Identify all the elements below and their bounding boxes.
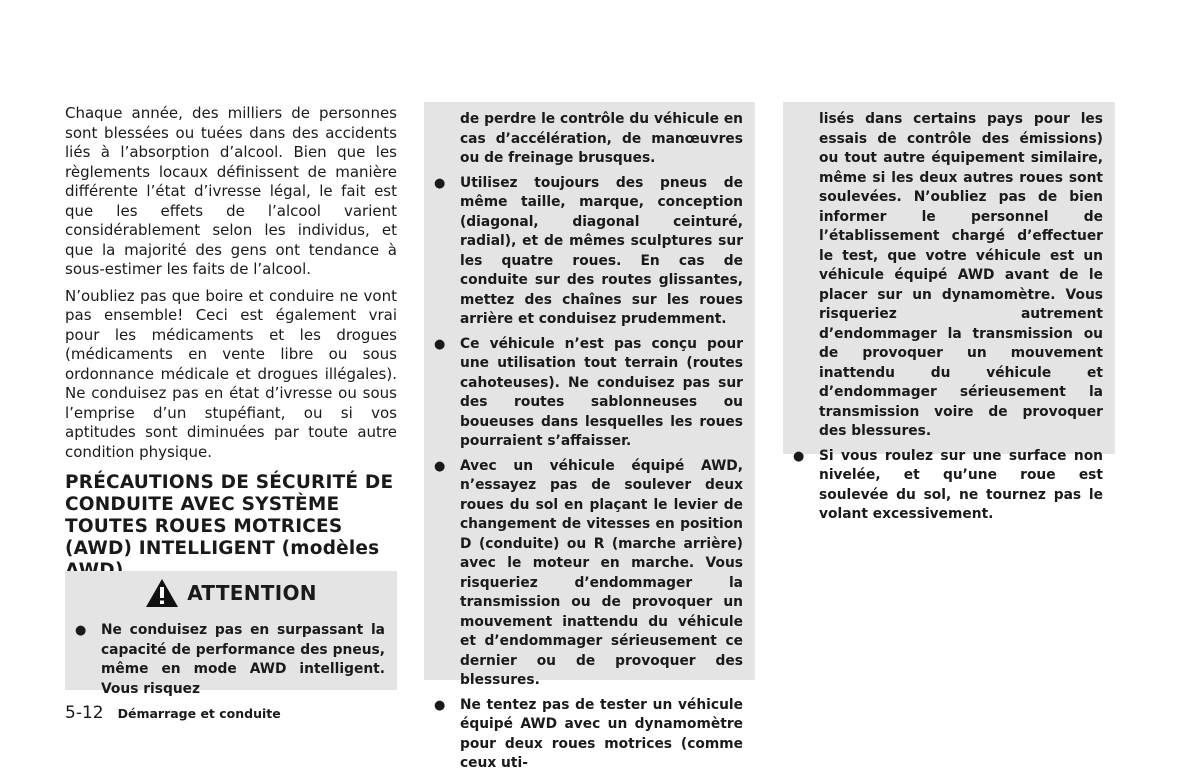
list-item: ● Avec un véhicule équipé AWD, n’essayez pas de soulever deux roues du sol en plaçant le levier de changement de vitesses en position D (conduite) ou R (marche arrière) avec le moteur en marche. Vous risqueriez d’endommager la transmission ou de provoquer un mouvement inattendu du véhicule et d’endommager sérieusement ce dernier ou de provoquer des blessures. [434,457,743,688]
bullet-icon: ● [434,458,446,474]
bullet-icon: ● [75,623,87,638]
attention-box [65,571,397,697]
continued-text: de perdre le contrôle du véhicule en cas d’accélération, de manœuvres ou de freinage brusques. [460,111,743,166]
page-footer [65,703,281,723]
list-item: ● Si vous roulez sur une surface non nivelée, et qu’une roue est soulevée du sol, ne tournez pas le volant excessivement. [793,447,1103,522]
warning-triangle-icon [145,578,179,608]
page-number: 5-12 [65,703,104,723]
list-item: ● Utilisez toujours des pneus de même taille, marque, conception (diagonal, diagonal ceinturé, radial), et de mêmes sculptures sur les quatre roues. En cas de conduite sur des routes glissantes, mettez des chaînes sur les roues arrière et conduisez prudemment. [434,174,743,327]
right-column [783,102,1115,522]
bullet-icon: ● [434,697,446,713]
list-item: ● Ne conduisez pas en surpassant la capacité de performance des pneus, même en mode AWD intelligent. Vous risquez [75,622,385,697]
footer-section-title: Démarrage et conduite [117,706,281,721]
attention-title: ATTENTION [187,581,317,605]
list-item: ● Ce véhicule n’est pas conçu pour une utilisation tout terrain (routes cahoteuses). Ne conduisez pas sur des routes sablonneuses ou boueuses dans lesquelles les roues pourraient s’affaisser. [434,335,743,449]
intro-paragraph: Chaque année, des milliers de personnes sont blessées ou tuées dans des accidents liés à l’absorption d’alcool. Bien que les règlements locaux définissent de manière différente l’état d’ivresse légal, le fait est que les effets de l’alcool varient considérablement selon les individus, et que la majorité des gens ont tendance à sous-estimer les faits de l’alcool. [65,104,397,278]
list-item: ● Ne tentez pas de tester un véhicule équipé AWD avec un dynamomètre pour deux roues motrices (comme ceux uti- [434,696,743,771]
bullet-icon: ● [434,336,446,352]
bullet-icon: ● [793,448,805,464]
left-column [65,104,397,594]
continued-text: lisés dans certains pays pour les essais de contrôle des émissions) ou tout autre équipement similaire, même si les deux autres roues sont soulevées. N’oubliez pas de bien informer le personnel de l’établissement chargé d’effectuer le test, que votre véhicule est un véhicule équipé AWD avant de le placer sur un dynamomètre. Vous risqueriez autrement d’endommager la transmission ou de provoquer un mouvement inattendu du véhicule et d’endommager sérieusement la transmission voire de provoquer des blessures. [819,111,1103,439]
section-heading: PRÉCAUTIONS DE SÉCURITÉ DE CONDUITE AVEC SYSTÈME TOUTES ROUES MOTRICES (AWD) INTELLIGENT (modèles [65,472,394,559]
bullet-icon: ● [434,175,446,191]
drinking-paragraph: N’oubliez pas que boire et conduire ne vont pas ensemble! Ceci est également vrai pour les médicaments et les drogues (médicaments en vente libre ou sous ordonnance médicale et drogues illégales). Ne conduisez pas en état d’ivresse ou sous l’emprise d’un stupéfiant, ou si vos aptitudes sont diminuées par toute autre condition physique. [65,286,397,461]
middle-column [424,102,755,771]
attention-header [65,571,397,615]
